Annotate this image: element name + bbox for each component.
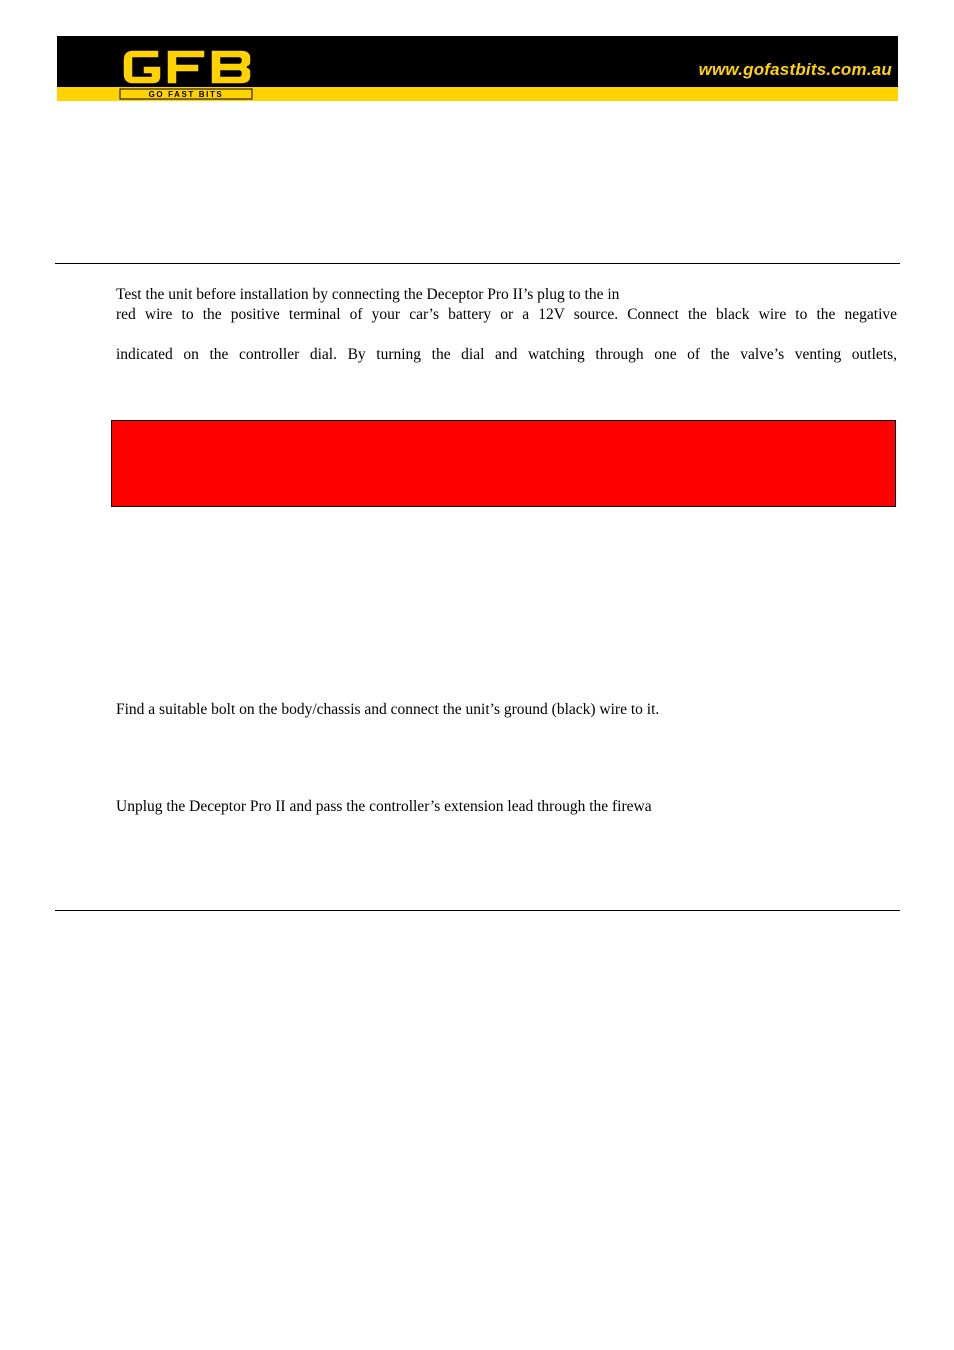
header-banner: [57, 36, 898, 101]
ground-wire-instruction: Find a suitable bolt on the body/chassis and connect the unit’s ground (black) wire to it.: [116, 701, 660, 718]
section-divider-top: [55, 263, 900, 264]
test-paragraph-line-2: red wire to the positive terminal of your car’s battery or a 12V source. Connect the black wire to the negative: [116, 306, 897, 323]
test-paragraph-line-1: Test the unit before installation by connecting the Deceptor Pro II’s plug to the in: [116, 286, 620, 303]
warning-box: [111, 420, 896, 507]
extension-lead-instruction: Unplug the Deceptor Pro II and pass the controller’s extension lead through the firewa: [116, 798, 652, 815]
website-url[interactable]: www.gofastbits.com.au: [698, 60, 892, 79]
test-paragraph-line-3: indicated on the controller dial. By turning the dial and watching through one of the valve’s venting outlets,: [116, 346, 897, 363]
gfb-logo: [119, 44, 253, 100]
logo-tagline: GO FAST BITS: [148, 90, 224, 99]
section-divider-bottom: [55, 910, 900, 911]
